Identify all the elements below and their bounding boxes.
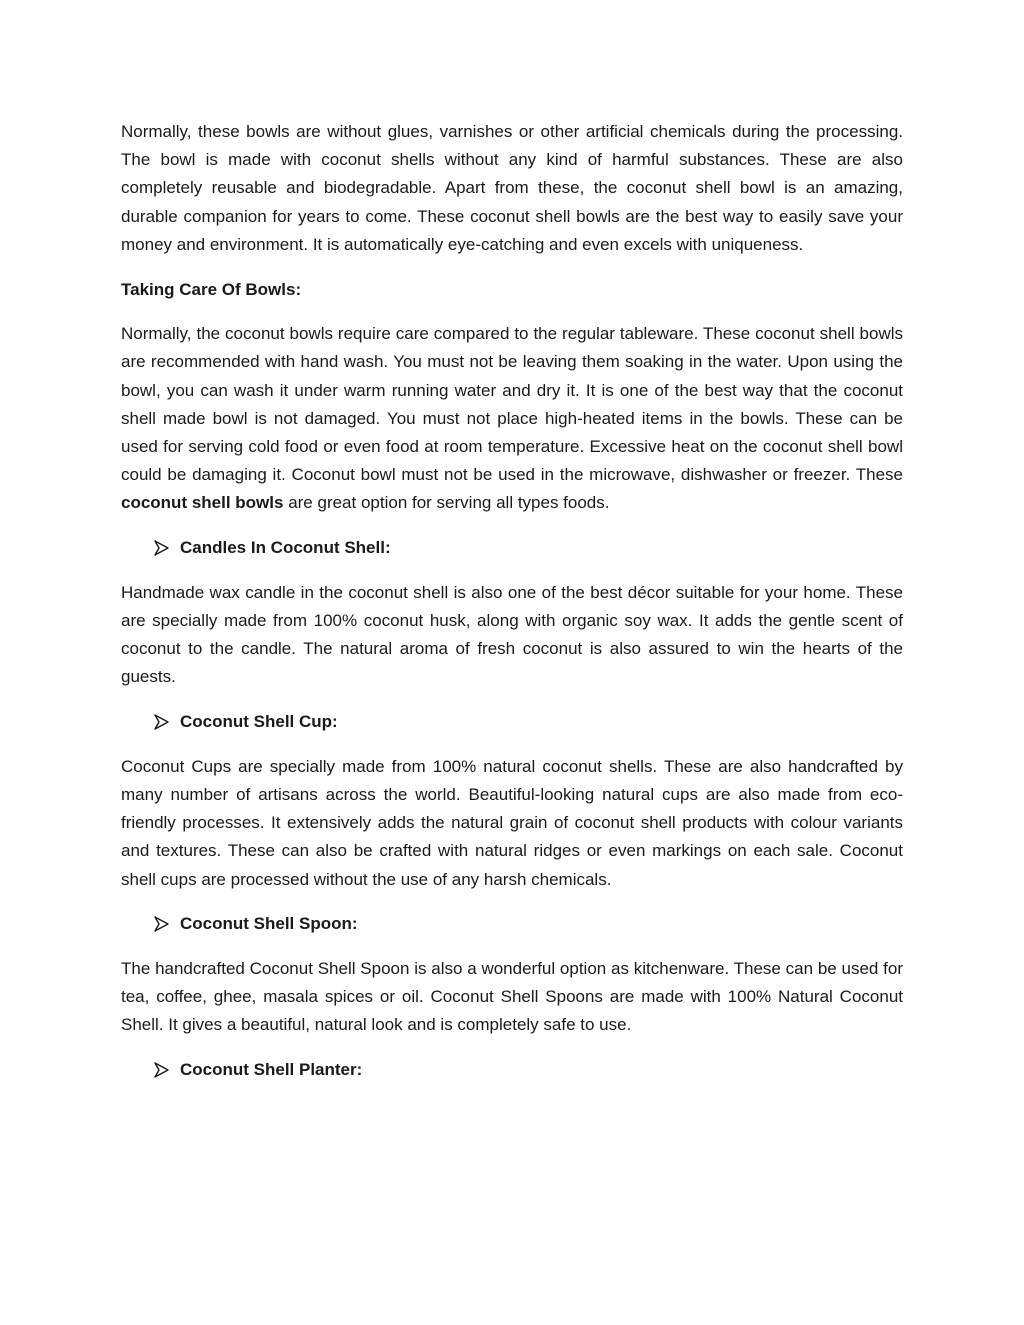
paragraph-taking-care-text-2: are great option for serving all types foods. (283, 493, 610, 513)
paragraph-spoon: The handcrafted Coconut Shell Spoon is also a wonderful option as kitchenware. These can be used for tea, coffee, ghee, masala spices or oil. Coconut Shell Spoons are made with 100% Natural Coconut Shell. It gives a beautiful, natural look and is completely safe to use. (121, 959, 903, 1035)
arrowhead-bullet-icon (153, 910, 171, 938)
arrowhead-bullet-icon (153, 1056, 171, 1084)
bullet-label-candles: Candles In Coconut Shell: (180, 538, 391, 558)
coconut-shell-bowls-bold: coconut shell bowls (121, 493, 284, 513)
bullet-label-spoon: Coconut Shell Spoon: (180, 914, 358, 934)
bullet-heading-candles (121, 534, 903, 562)
bullet-label-planter: Coconut Shell Planter: (180, 1060, 363, 1080)
paragraph-taking-care-text-1: Normally, the coconut bowls require care compared to the regular tableware. These coconut shell bowls are recommended with hand wash. You must not be leaving them soaking in the water. Upon using the bowl, you can wash it under warm running water and dry it. It is one of the best way that the coconut shell made bowl is not damaged. You must not place high-heated items in the bowls. These can be used for serving cold food or even food at room temperature. Excessive heat on the coconut shell bowl could be damaging it. Coconut bowl must not be used in the microwave, dishwasher or freezer. These (121, 324, 903, 485)
paragraph-candles: Handmade wax candle in the coconut shell is also one of the best décor suitable for your home. These are specially made from 100% coconut husk, along with organic soy wax. It adds the gentle scent of coconut to the candle. The natural aroma of fresh coconut is also assured to win the hearts of the guests. (121, 582, 903, 687)
bullet-label-cup: Coconut Shell Cup: (180, 712, 338, 732)
document-page (121, 118, 903, 1101)
arrowhead-bullet-icon (153, 708, 171, 736)
bullet-heading-planter (121, 1056, 903, 1084)
paragraph-cup: Coconut Cups are specially made from 100% natural coconut shells. These are also handcrafted by many number of artisans across the world. Beautiful-looking natural cups are also made from eco-friendly processes. It extensively adds the natural grain of coconut shell products with colour variants and textures. These can also be crafted with natural ridges or even markings on each sale. Coconut shell cups are processed without the use of any harsh chemicals. (121, 756, 903, 889)
arrowhead-bullet-icon (153, 534, 171, 562)
heading-taking-care: Taking Care Of Bowls: (121, 279, 302, 299)
bullet-heading-spoon (121, 910, 903, 938)
bullet-heading-cup (121, 708, 903, 736)
paragraph-taking-care (121, 320, 903, 517)
paragraph-bowls-intro: Normally, these bowls are without glues, varnishes or other artificial chemicals during the processing. The bowl is made with coconut shells without any kind of harmful substances. These are also completely reusable and biodegradable. Apart from these, the coconut shell bowl is an amazing, durable companion for years to come. These coconut shell bowls are the best way to easily save your money and environment. It is automatically eye-catching and even excels with uniqueness. (121, 122, 903, 254)
